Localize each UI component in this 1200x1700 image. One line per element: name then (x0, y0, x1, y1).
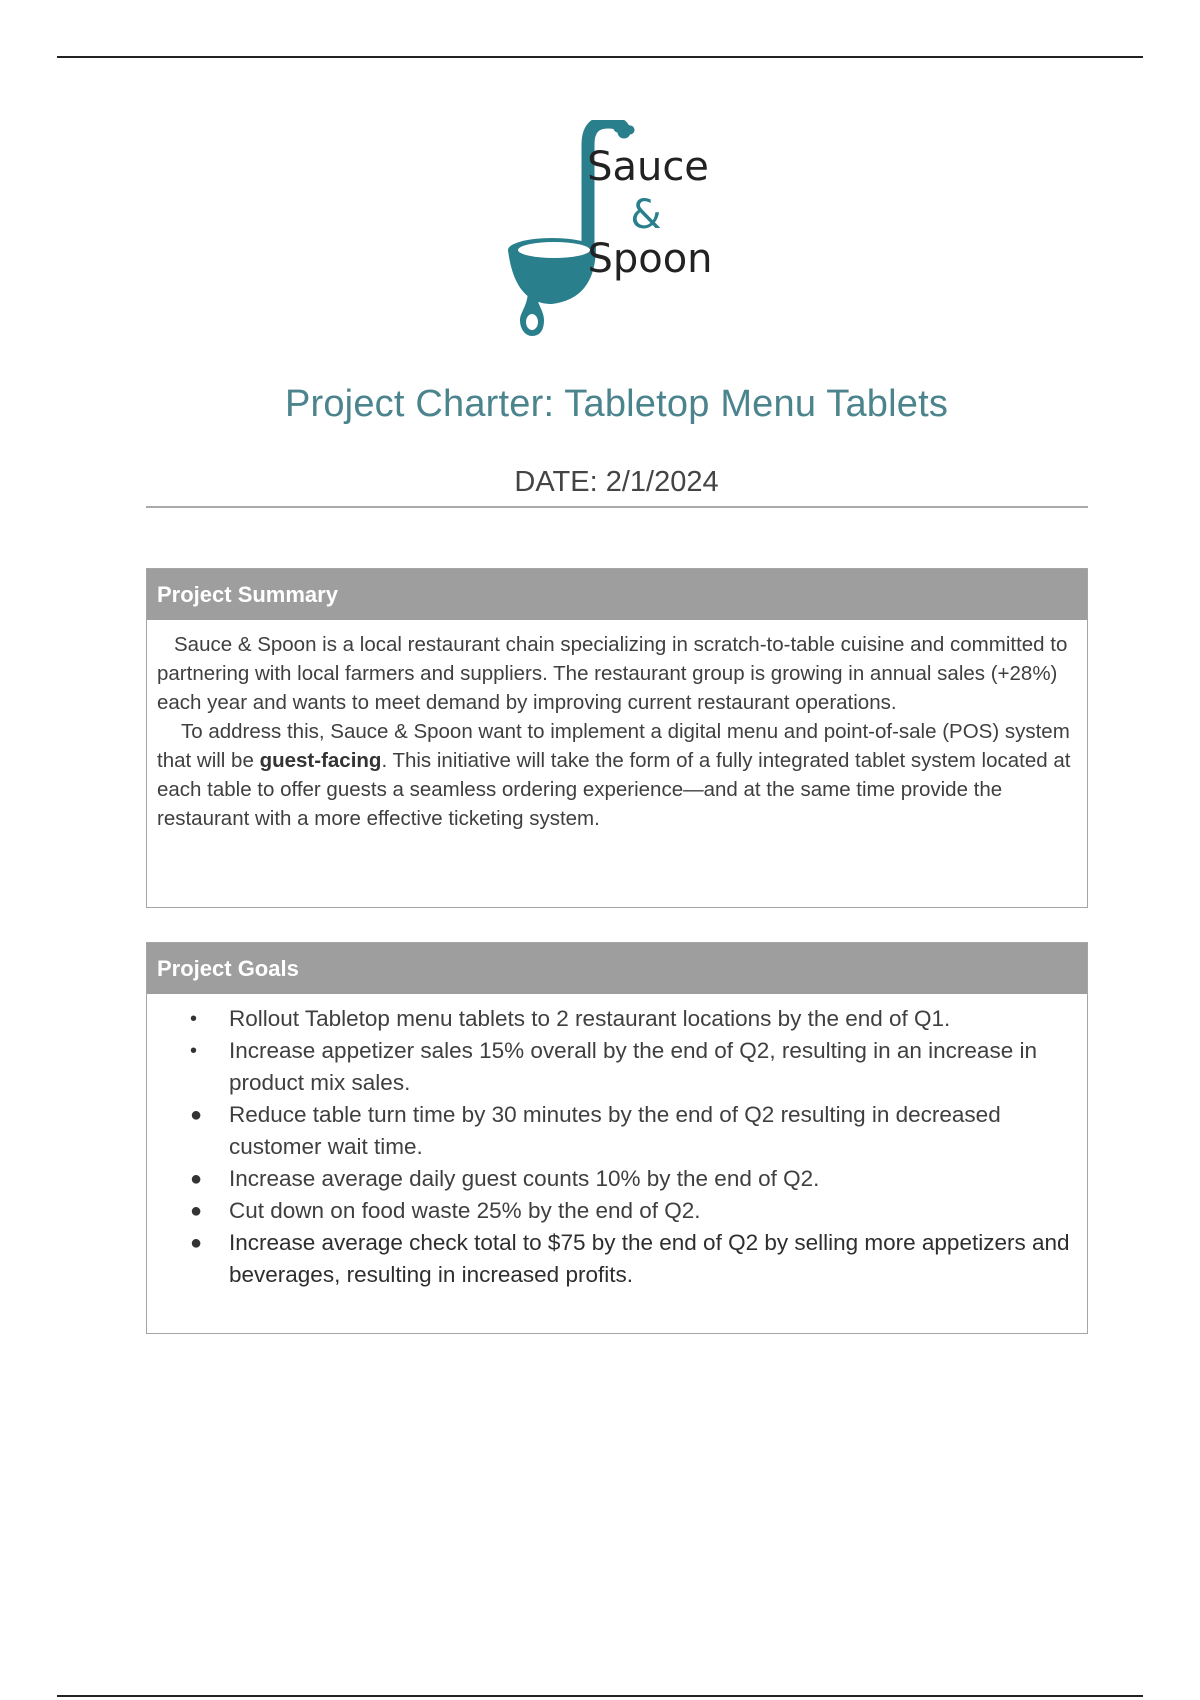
goal-item (147, 1099, 1077, 1163)
document-date: DATE: 2/1/2024 (514, 466, 719, 498)
goal-item (147, 1227, 1077, 1291)
project-summary-box (146, 568, 1088, 908)
logo-text-spoon: Spoon (587, 236, 713, 282)
bullet-icon: • (190, 1040, 198, 1062)
goal-item (147, 1163, 1077, 1195)
bullet-icon: ● (190, 1104, 203, 1126)
project-summary-heading: Project Summary (147, 569, 1087, 620)
document-title: Project Charter: Tabletop Menu Tablets (284, 383, 949, 425)
goal-item-text: Increase appetizer sales 15% overall by the end of Q2, resulting in an increase in product mix sales. (229, 1038, 1037, 1095)
goal-item (147, 1003, 1077, 1035)
project-goals-heading: Project Goals (147, 943, 1087, 994)
goal-item-text: Increase average daily guest counts 10% by the end of Q2. (229, 1166, 820, 1191)
bullet-icon: ● (190, 1168, 203, 1190)
logo-text-sauce: Sauce (587, 144, 709, 190)
logo-text-ampersand: & (630, 192, 662, 238)
ladle-icon (500, 120, 730, 342)
project-summary-body (147, 620, 1087, 833)
title-divider (146, 506, 1088, 508)
goal-item-text: Increase average check total to $75 by the end of Q2 by selling more appetizers and beverages, resulting in increased profits. (229, 1230, 1070, 1287)
goal-item (147, 1035, 1077, 1099)
sauce-and-spoon-logo (500, 120, 730, 342)
bullet-icon: ● (190, 1232, 203, 1254)
goal-item-text: Rollout Tabletop menu tablets to 2 restaurant locations by the end of Q1. (229, 1006, 951, 1031)
summary-p2-bold: guest-facing (259, 749, 382, 772)
summary-paragraph-1: Sauce & Spoon is a local restaurant chain specializing in scratch-to-table cuisine and committed to partnering with local farmers and suppliers. The restaurant group is growing in annual sales (+28%) each year and wants to meet demand by improving current restaurant operations. (157, 633, 1068, 714)
project-goals-list (147, 994, 1087, 1291)
bottom-rule (57, 1695, 1143, 1697)
goal-item (147, 1195, 1077, 1227)
summary-paragraph-2 (157, 717, 1077, 833)
summary-p2-text-after: . This initiative will take the form of a fully integrated tablet system located at each table to offer guests a seamless ordering experience—and at the same time provide the restaurant with a more effective ticketing system. (157, 749, 1071, 830)
goal-item-text: Reduce table turn time by 30 minutes by the end of Q2 resulting in decreased customer wait time. (229, 1102, 1001, 1159)
bullet-icon: • (190, 1008, 198, 1030)
summary-p2-text-before: To address this, Sauce & Spoon want to implement a digital menu and point-of-sale (POS) system that will be (157, 720, 1070, 772)
top-rule (57, 56, 1143, 58)
goal-item-text: Cut down on food waste 25% by the end of Q2. (229, 1198, 701, 1223)
project-goals-box (146, 942, 1088, 1334)
bullet-icon: ● (190, 1200, 203, 1222)
